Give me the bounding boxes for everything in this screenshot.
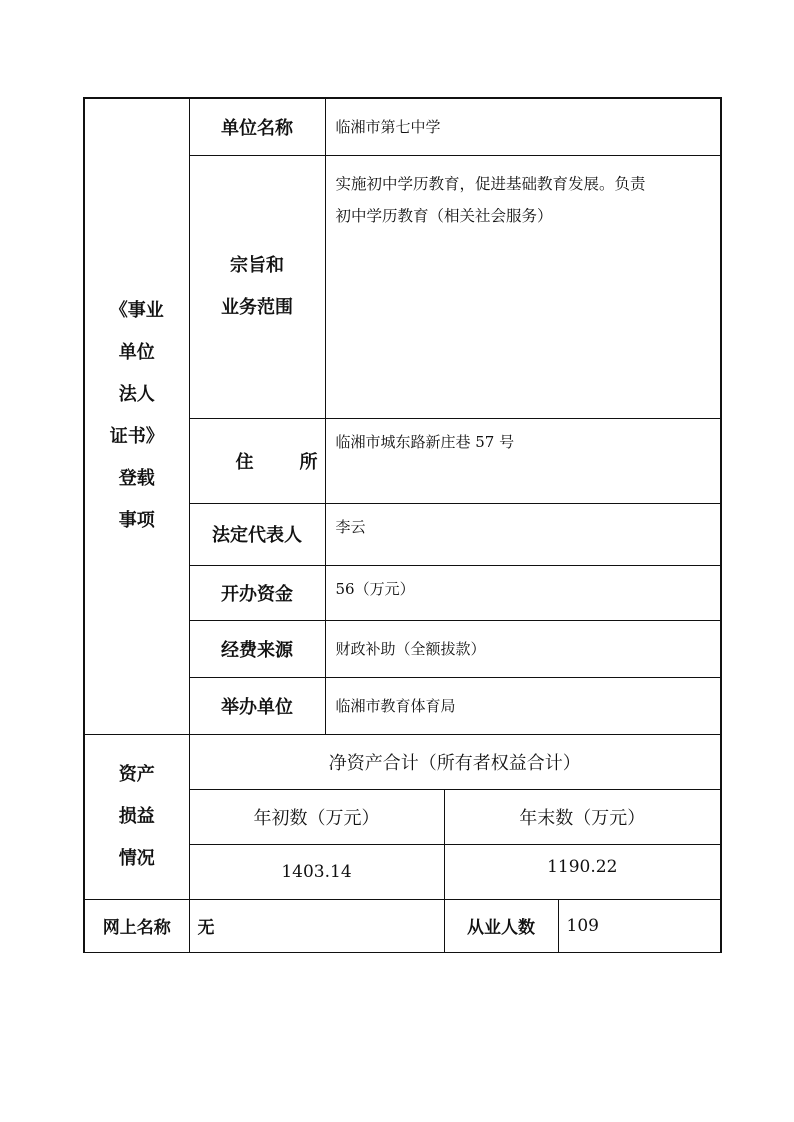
sponsor-value: 临湘市教育体育局 (325, 677, 721, 734)
registration-side-line: 登载 (118, 468, 155, 490)
address-label-text: 住所 (235, 451, 364, 473)
registration-section-header (84, 98, 189, 734)
registration-side-line: 证书》 (109, 426, 164, 448)
funding-label: 经费来源 (189, 620, 325, 677)
registration-side-line: 单位 (118, 342, 155, 364)
legal-rep-value: 李云 (325, 503, 721, 565)
assets-side-line: 情况 (118, 847, 155, 869)
assets-side-line: 损益 (118, 805, 155, 827)
net-assets-header: 净资产合计（所有者权益合计） (189, 734, 721, 789)
report-form (83, 97, 720, 952)
online-name-value: 无 (189, 899, 444, 952)
end-of-year-label: 年末数（万元） (444, 789, 721, 844)
end-of-year-value: 1190.22 (444, 844, 721, 899)
capital-label: 开办资金 (189, 565, 325, 620)
sponsor-label: 举办单位 (189, 677, 325, 734)
purpose-value (325, 155, 721, 418)
funding-value: 财政补助（全额拔款） (325, 620, 721, 677)
registration-side-line: 《事业 (109, 300, 164, 322)
staff-count-label: 从业人数 (444, 899, 558, 952)
begin-of-year-value: 1403.14 (189, 844, 444, 899)
purpose-value-line: 实施初中学历教育，促进基础教育发展。负责 (335, 174, 646, 193)
unit-name-label: 单位名称 (189, 98, 325, 155)
purpose-label (189, 155, 325, 418)
online-name-label: 网上名称 (84, 899, 189, 952)
address-value: 临湘市城东路新庄巷 57 号 (325, 418, 721, 503)
assets-section-header (84, 734, 189, 899)
staff-count-value: 109 (558, 899, 721, 952)
registration-side-line: 法人 (118, 384, 155, 406)
purpose-value-line: 初中学历教育（相关社会服务） (335, 206, 553, 225)
registration-side-line: 事项 (118, 510, 155, 532)
info-table (83, 97, 722, 953)
purpose-label-line: 业务范围 (221, 296, 293, 318)
begin-of-year-label: 年初数（万元） (189, 789, 444, 844)
capital-value: 56（万元） (325, 565, 721, 620)
assets-side-line: 资产 (118, 763, 155, 785)
address-label (189, 418, 364, 503)
purpose-label-line: 宗旨和 (230, 254, 284, 276)
unit-name-value: 临湘市第七中学 (325, 98, 721, 155)
legal-rep-label: 法定代表人 (189, 503, 325, 565)
